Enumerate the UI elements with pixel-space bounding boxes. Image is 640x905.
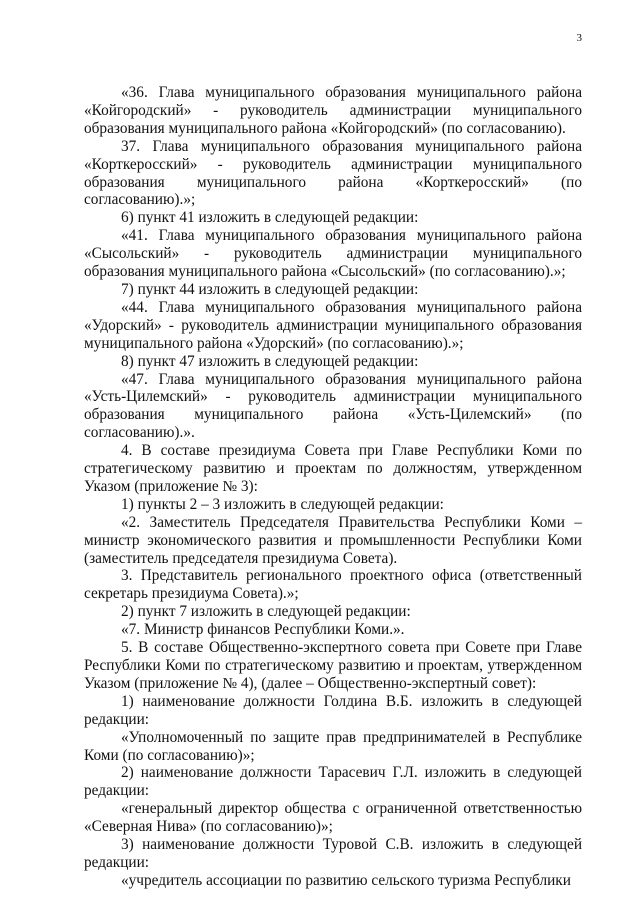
paragraph-presidium-item-3: 3. Представитель регионального проектного офиса (ответственный секретарь президиума Совета).»; (84, 567, 582, 603)
document-body (84, 84, 582, 890)
paragraph-item-37: 37. Глава муниципального образования муниципального района «Корткеросский» - руководитель администрации муниципального образования муниципального района «Корткеросский» (по согласованию).»; (84, 137, 582, 209)
paragraph-item-36: «36. Глава муниципального образования муниципального района «Койгородский» - руководитель администрации муниципального образования муниципального района «Койгородский» (по согласованию). (84, 84, 582, 137)
paragraph-section-5-subpoint-1: 1) наименование должности Голдина В.Б. изложить в следующей редакции: (84, 692, 582, 728)
paragraph-subpoint-7: 7) пункт 44 изложить в следующей редакции: (121, 280, 419, 298)
paragraph-presidium-item-2: «2. Заместитель Председателя Правительства Республики Коми – министр экономического развития и промышленности Республики Коми (заместитель председателя президиума Совета). (84, 513, 582, 567)
paragraph-section-5: 5. В составе Общественно-экспертного совета при Совете при Главе Республики Коми по стратегическому развитию и проектам, утвержденном Указом (приложение № 4), (далее – Общественно-экспертный совет): (84, 639, 582, 692)
paragraph-item-41: «41. Глава муниципального образования муниципального района «Сысольский» - руководитель администрации муниципального образования муниципального района «Сысольский» (по согласованию).»; (84, 227, 582, 281)
paragraph-section-5-subpoint-2: 2) наименование должности Тарасевич Г.Л. изложить в следующей редакции: (84, 764, 582, 800)
paragraph-section-4-subpoint-2: 2) пункт 7 изложить в следующей редакции: (121, 603, 411, 621)
paragraph-subpoint-8: 8) пункт 47 изложить в следующей редакции: (121, 352, 419, 370)
paragraph-subpoint-6: 6) пункт 41 изложить в следующей редакции: (121, 209, 419, 227)
paragraph-section-4: 4. В составе президиума Совета при Главе Республики Коми по стратегическому развитию и проектам по должностям, утвержденном Указом (приложение № 3): (84, 442, 582, 495)
paragraph-item-44: «44. Глава муниципального образования муниципального района «Удорский» - руководитель администрации муниципального образования муниципального района «Удорский» (по согласованию).»; (84, 298, 582, 352)
paragraph-quote-ombudsman: «Уполномоченный по защите прав предпринимателей в Республике Коми (по согласованию)»; (84, 728, 582, 764)
paragraph-section-4-subpoint-1: 1) пункты 2 – 3 изложить в следующей редакции: (121, 495, 444, 513)
page-number: 3 (576, 32, 582, 44)
paragraph-item-47: «47. Глава муниципального образования муниципального района «Усть-Цилемский» - руководитель администрации муниципального образования муниципального района «Усть-Цилемский» (по согласованию).». (84, 370, 582, 442)
paragraph-quote-founder: «учредитель ассоциации по развитию сельского туризма Республики (121, 871, 571, 889)
paragraph-presidium-item-7: «7. Министр финансов Республики Коми.». (121, 621, 405, 639)
paragraph-section-5-subpoint-3: 3) наименование должности Туровой С.В. изложить в следующей редакции: (84, 836, 582, 871)
paragraph-quote-director: «генеральный директор общества с ограниченной ответственностью «Северная Нива» (по согласованию)»; (84, 800, 582, 836)
